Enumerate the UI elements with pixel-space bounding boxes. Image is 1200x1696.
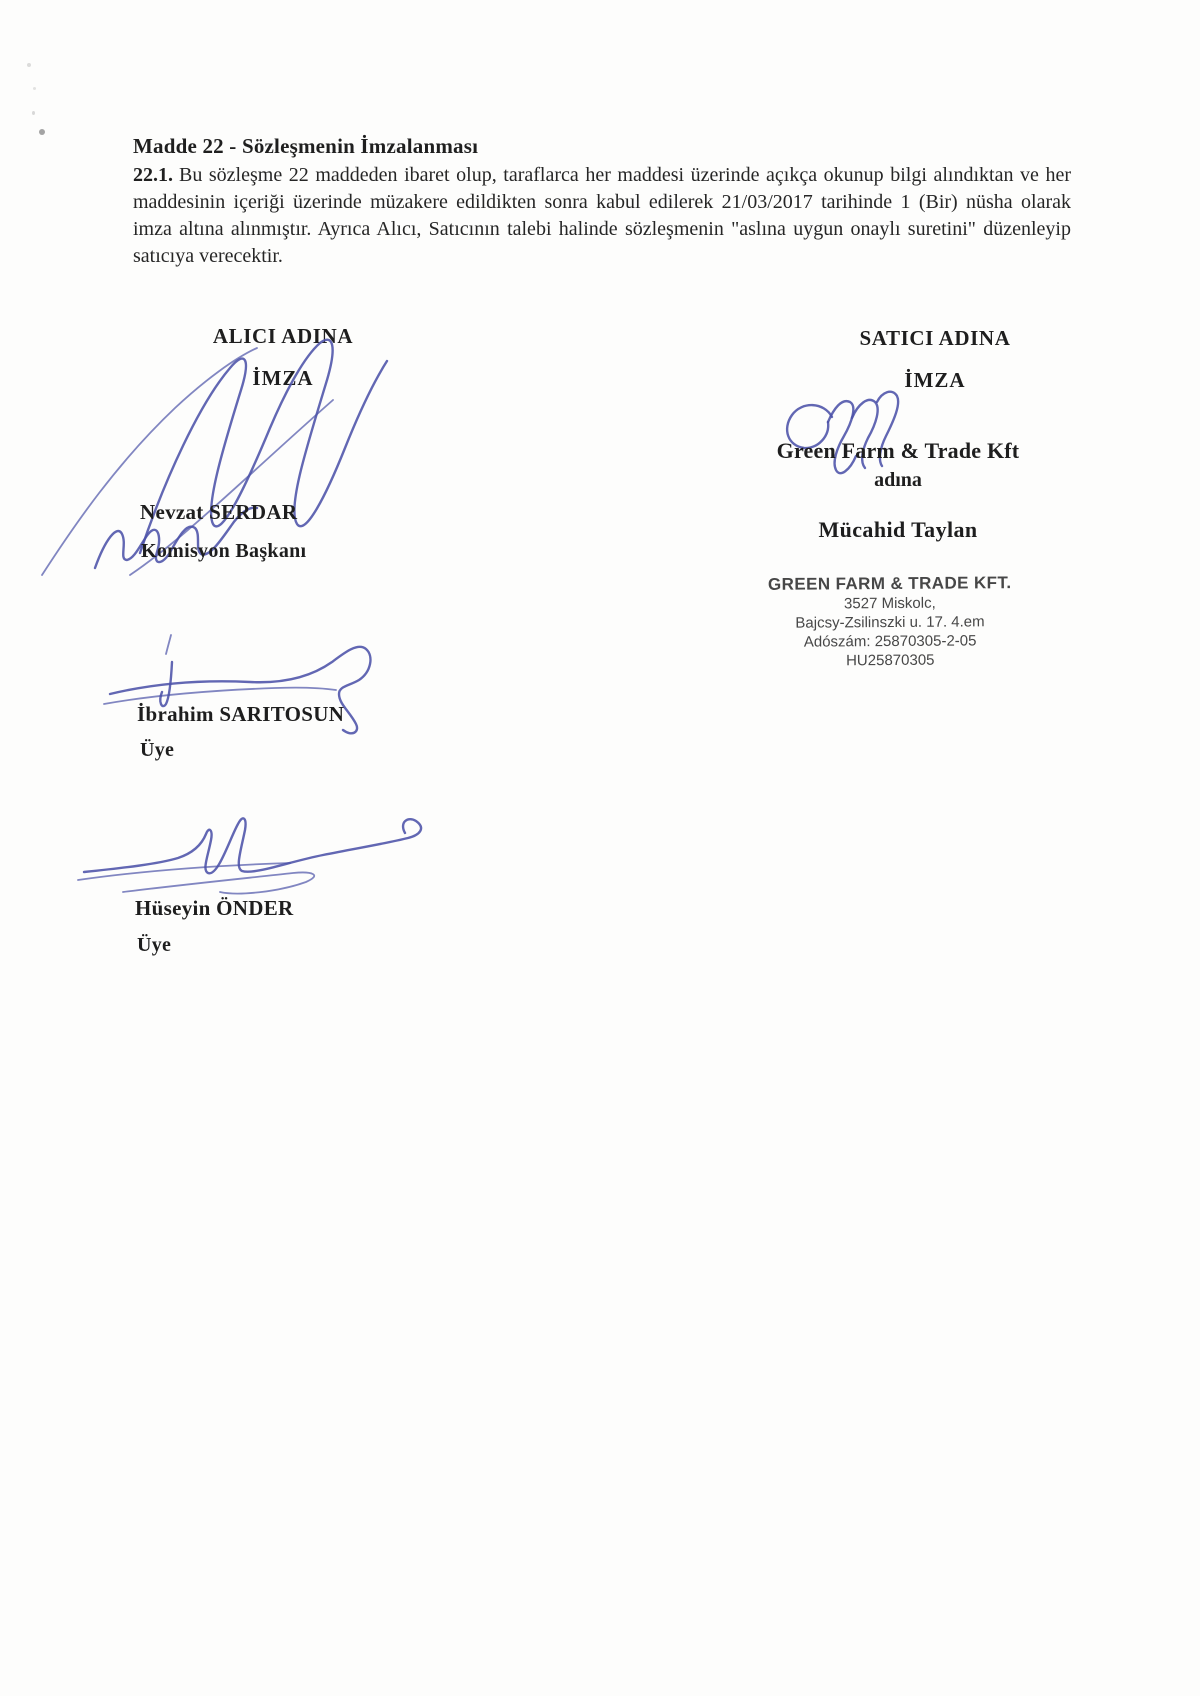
seller-on-behalf-label: adına — [874, 469, 922, 491]
seller-signature-block — [758, 438, 1038, 543]
seller-imza-label: İMZA — [904, 368, 966, 392]
buyer-signatory-name: Hüseyin ÖNDER — [135, 896, 294, 920]
buyer-signatory-title: Komisyon Başkanı — [141, 540, 307, 562]
stamp-company-line: GREEN FARM & TRADE KFT. — [767, 573, 1012, 594]
stamp-vat-line: HU25870305 — [846, 651, 935, 670]
clause-number: 22.1. — [133, 164, 173, 186]
scan-speck — [27, 63, 31, 67]
buyer-signatory-name: Nevzat SERDAR — [140, 500, 298, 524]
stamp-city-line: 3527 Miskolc, — [843, 594, 936, 613]
stamp-address-line: Bajcsy-Zsilinszki u. 17. 4.em — [795, 613, 985, 632]
article-heading: Madde 22 - Sözleşmenin İmzalanması — [133, 134, 479, 158]
seller-signatory-name: Mücahid Taylan — [818, 517, 978, 542]
buyer-signatory-name: İbrahim SARITOSUN — [137, 702, 345, 726]
seller-company-name: Green Farm & Trade Kft — [776, 438, 1020, 463]
clause-text: Bu sözleşme 22 maddeden ibaret olup, taraflarca her maddesi üzerinde açıkça okunup bilgi alındıktan ve her maddesinin içeriği üzerinde müzakere edildikten sonra kabul edilerek 21/03/2017 tarihinde 1 (Bir) nüsha olarak imza altına alınmıştır. Ayrıca Alıcı, Satıcının talebi halinde sözleşmenin "aslına uygun onaylı suretini" düzenleyip satıcıya verecektir. — [133, 164, 1071, 267]
buyer-header-label: ALICI ADINA — [212, 324, 354, 348]
buyer-signatory-title: Üye — [140, 739, 175, 761]
buyer-signatory-title: Üye — [137, 934, 172, 956]
buyer-imza-label: İMZA — [252, 366, 314, 390]
scan-speck — [32, 111, 35, 115]
scan-speck — [39, 129, 45, 135]
seller-header-label: SATICI ADINA — [859, 326, 1011, 350]
company-stamp — [740, 573, 1041, 671]
stamp-taxnumber-line: Adószám: 25870305-2-05 — [803, 632, 977, 651]
scan-speck — [33, 87, 36, 90]
article-clause — [133, 162, 1071, 270]
